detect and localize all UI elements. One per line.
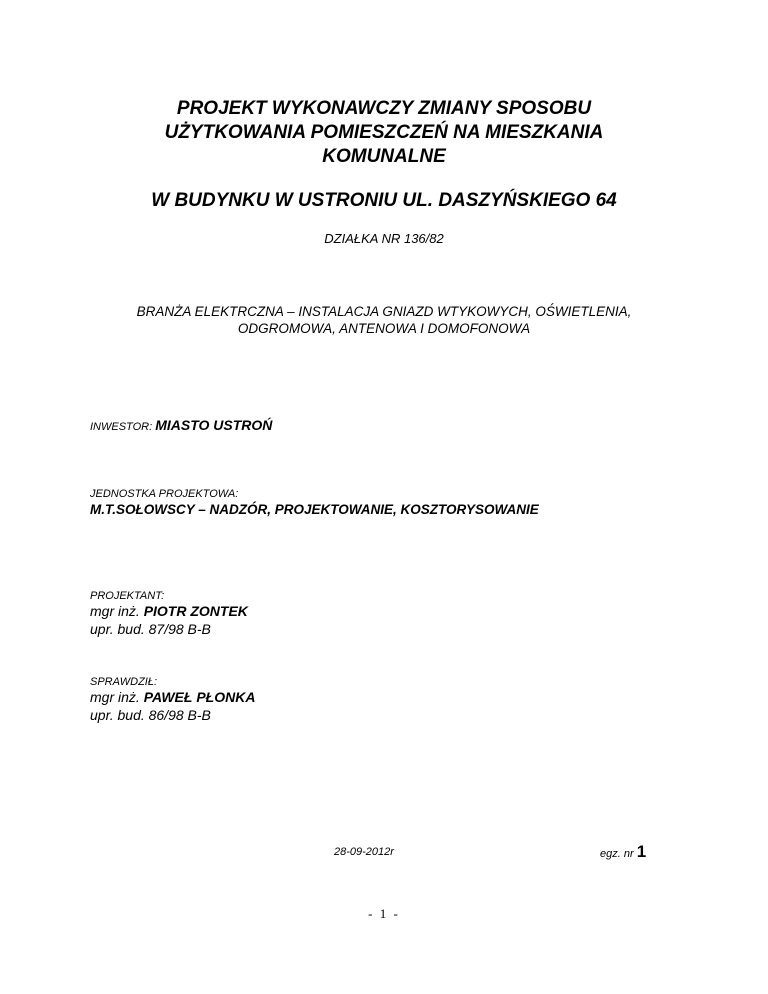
checker-info xyxy=(90,688,255,724)
title-line-3: KOMUNALNE xyxy=(322,146,446,167)
branch-line-1: BRANŻA ELEKTRCZNA – INSTALACJA GNIAZD WTYKOWYCH, OŚWIETLENIA, xyxy=(136,304,632,319)
investor-row xyxy=(90,418,272,434)
title-line-1: PROJEKT WYKONAWCZY ZMIANY SPOSOBU xyxy=(176,98,592,119)
copy-label: egz. nr xyxy=(600,848,634,860)
checker-name: PAWEŁ PŁONKA xyxy=(143,689,256,705)
copy-number xyxy=(600,842,646,862)
designer-info xyxy=(90,602,248,638)
design-unit-label: JEDNOSTKA PROJEKTOWA: xyxy=(90,488,239,500)
branch-description xyxy=(0,303,768,337)
designer-name: PIOTR ZONTEK xyxy=(143,603,248,619)
investor-value: MIASTO USTROŃ xyxy=(155,417,273,433)
document-title xyxy=(0,97,768,169)
building-address: W BUDYNKU W USTRONIU UL. DASZYŃSKIEGO 64 xyxy=(151,190,617,211)
design-unit-value: M.T.SOŁOWSCY – NADZÓR, PROJEKTOWANIE, KOSZTORYSOWANIE xyxy=(90,502,539,517)
checker-label: SPRAWDZIŁ: xyxy=(90,676,158,688)
designer-title: mgr inż. xyxy=(90,603,140,619)
copy-number-value: 1 xyxy=(636,842,647,861)
checker-title: mgr inż. xyxy=(90,689,140,705)
checker-license: upr. bud. 86/98 B-B xyxy=(90,707,211,723)
page-number: - 1 - xyxy=(368,906,400,921)
title-line-2: UŻYTKOWANIA POMIESZCZEŃ NA MIESZKANIA xyxy=(164,122,604,143)
document-date: 28-09-2012r xyxy=(334,846,394,858)
designer-license: upr. bud. 87/98 B-B xyxy=(90,621,211,637)
plot-number: DZIAŁKA NR 136/82 xyxy=(324,231,444,246)
investor-label: INWESTOR: xyxy=(90,421,153,433)
designer-label: PROJEKTANT: xyxy=(90,590,165,602)
branch-line-2: ODGROMOWA, ANTENOWA I DOMOFONOWA xyxy=(237,321,531,336)
